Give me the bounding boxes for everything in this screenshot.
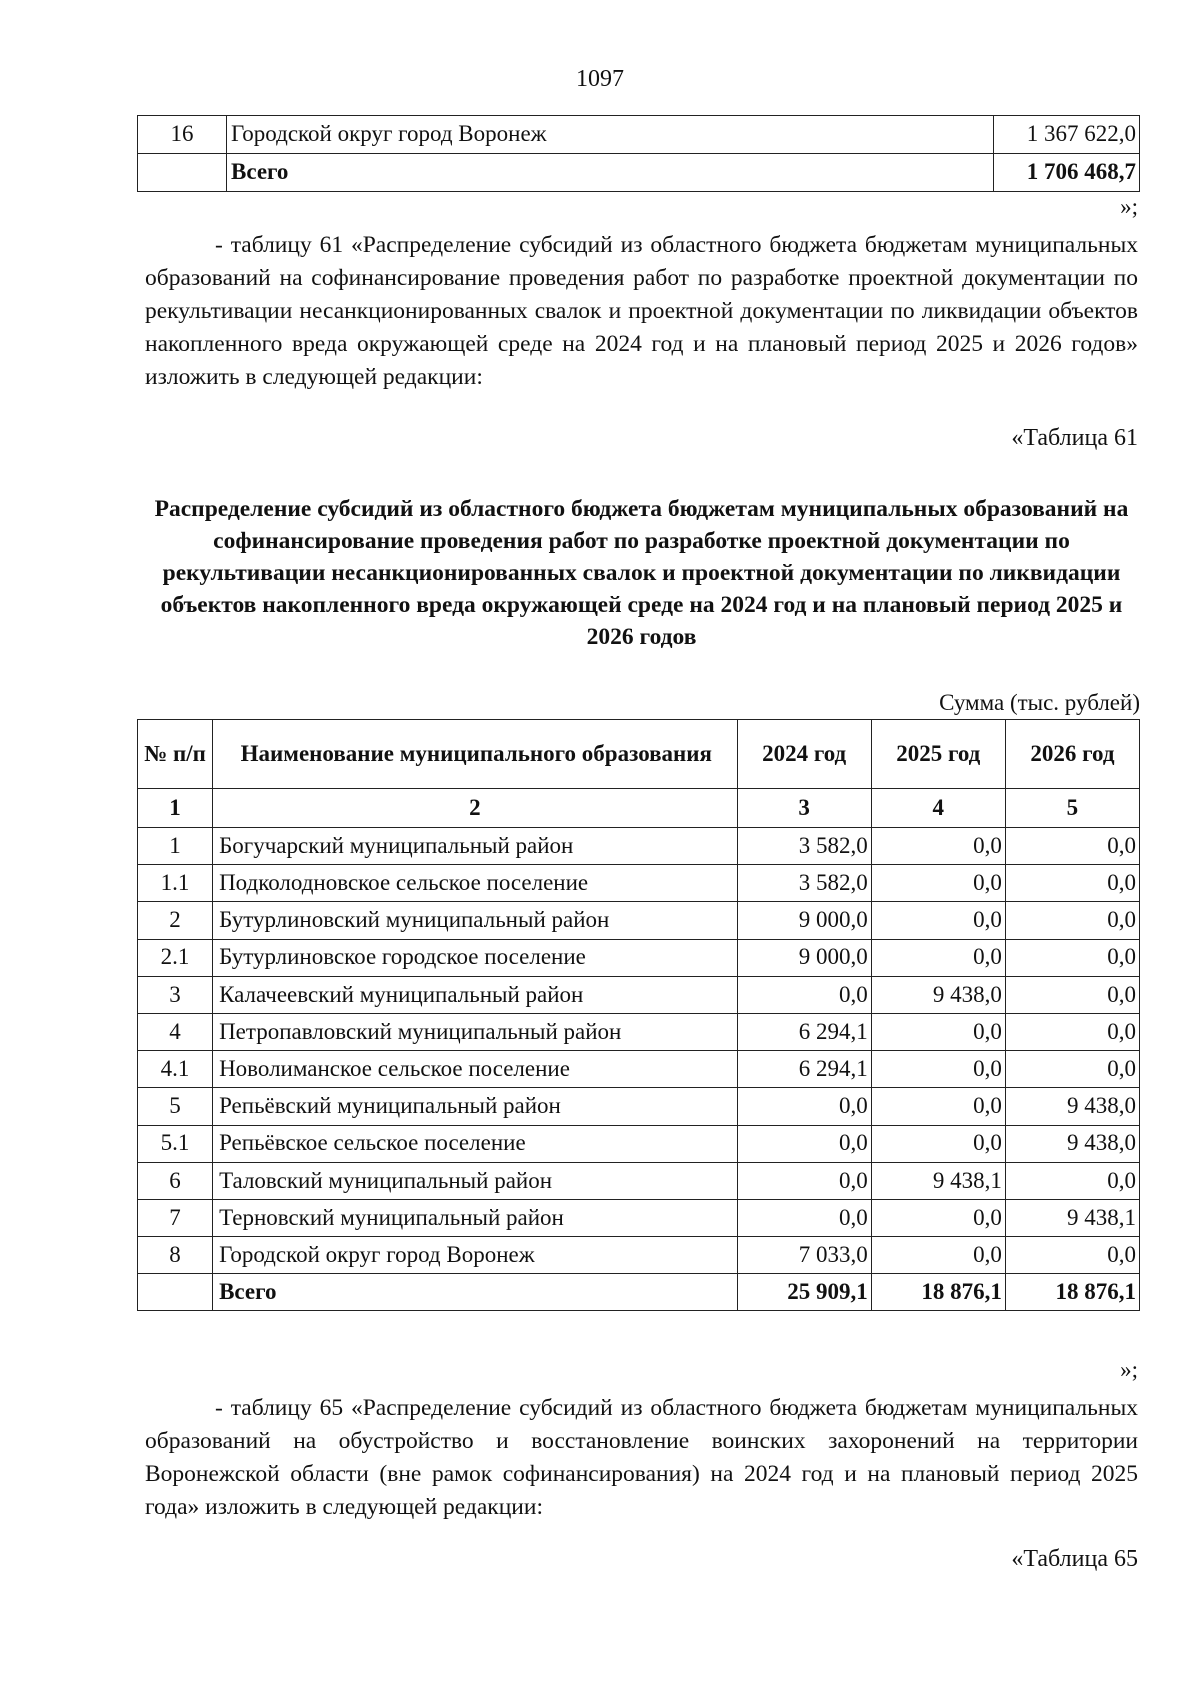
table-body (138, 828, 1140, 1274)
row-value-2025: 0,0 (871, 1237, 1005, 1274)
row-name: Терновский муниципальный район (213, 1199, 738, 1236)
table-row (138, 976, 1140, 1013)
row-value-2026: 0,0 (1005, 1162, 1139, 1199)
total-2026: 18 876,1 (1005, 1274, 1139, 1311)
row-name: Таловский муниципальный район (213, 1162, 738, 1199)
row-name: Городской округ город Воронеж (213, 1237, 738, 1274)
row-value-2025: 0,0 (871, 1088, 1005, 1125)
row-value-2024: 0,0 (737, 1199, 871, 1236)
row-number: 3 (138, 976, 213, 1013)
page-number: 1097 (576, 66, 624, 92)
table-row (138, 116, 1140, 154)
row-value-2024: 0,0 (737, 976, 871, 1013)
table-total-row (138, 1274, 1140, 1311)
table-row (138, 902, 1140, 939)
row-value-2024: 0,0 (737, 1162, 871, 1199)
row-name: Калачеевский муниципальный район (213, 976, 738, 1013)
header-number: № п/п (138, 720, 213, 789)
row-value-2024: 3 582,0 (737, 865, 871, 902)
closing-quote: »; (1120, 194, 1138, 219)
row-number: 1 (138, 828, 213, 865)
previous-table-tail (137, 115, 1140, 192)
header-2024: 2024 год (737, 720, 871, 789)
table-row (138, 1013, 1140, 1050)
row-number: 4 (138, 1013, 213, 1050)
total-2024: 25 909,1 (737, 1274, 871, 1311)
row-name: Городской округ город Воронеж (227, 116, 994, 154)
table-row (138, 1051, 1140, 1088)
row-number: 5 (138, 1088, 213, 1125)
row-number: 7 (138, 1199, 213, 1236)
table-row (138, 865, 1140, 902)
paragraph-table-61-instruction: - таблицу 61 «Распределение субсидий из областного бюджета бюджетам муниципальных образований на софинансирование проведения работ по разработке проектной документации по рекультивации несанкционированных свалок и проектной документации по ликвидации объектов накопленного вреда окружающей среде на 2024 год и на плановый период 2025 и 2026 годов» изложить в следующей редакции: (145, 232, 1138, 390)
row-value-2026: 0,0 (1005, 976, 1139, 1013)
row-number (138, 154, 227, 192)
row-number: 6 (138, 1162, 213, 1199)
table-header-row (138, 720, 1140, 789)
row-value-2026: 0,0 (1005, 939, 1139, 976)
row-name: Подколодновское сельское поселение (213, 865, 738, 902)
row-value-2026: 9 438,1 (1005, 1199, 1139, 1236)
row-value-2026: 9 438,0 (1005, 1125, 1139, 1162)
table-row (138, 1088, 1140, 1125)
table-row (138, 939, 1140, 976)
row-value-2026: 0,0 (1005, 1013, 1139, 1050)
header-2026: 2026 год (1005, 720, 1139, 789)
row-number: 2 (138, 902, 213, 939)
column-number: 4 (871, 789, 1005, 828)
row-name: Богучарский муниципальный район (213, 828, 738, 865)
closing-quote: »; (1120, 1357, 1138, 1382)
column-number: 3 (737, 789, 871, 828)
unit-note: Сумма (тыс. рублей) (939, 690, 1140, 715)
row-name: Репьёвское сельское поселение (213, 1125, 738, 1162)
row-number: 1.1 (138, 865, 213, 902)
row-sum: 1 367 622,0 (994, 116, 1140, 154)
row-value-2024: 9 000,0 (737, 902, 871, 939)
row-value-2026: 0,0 (1005, 902, 1139, 939)
row-value-2026: 0,0 (1005, 1051, 1139, 1088)
row-value-2025: 0,0 (871, 902, 1005, 939)
row-value-2024: 6 294,1 (737, 1051, 871, 1088)
header-2025: 2025 год (871, 720, 1005, 789)
total-label: Всего (213, 1274, 738, 1311)
row-value-2024: 3 582,0 (737, 828, 871, 865)
table-total-row (138, 154, 1140, 192)
row-name: Петропавловский муниципальный район (213, 1013, 738, 1050)
row-value-2024: 6 294,1 (737, 1013, 871, 1050)
table-row (138, 828, 1140, 865)
table-65-reference: «Таблица 65 (1011, 1546, 1138, 1572)
total-number (138, 1274, 213, 1311)
column-number-row (138, 789, 1140, 828)
row-value-2026: 0,0 (1005, 828, 1139, 865)
table-row (138, 1199, 1140, 1236)
row-value-2025: 0,0 (871, 865, 1005, 902)
row-name: Бутурлиновский муниципальный район (213, 902, 738, 939)
table-61-title: Распределение субсидий из областного бюджета бюджетам муниципальных образований на софинансирование проведения работ по разработке проектной документации по рекультивации несанкционированных свалок и проектной документации по ликвидации объектов накопленного вреда окружающей среде на 2024 год и на плановый период 2025 и 2026 годов (154, 496, 1129, 650)
column-number: 1 (138, 789, 213, 828)
row-name: Всего (227, 154, 994, 192)
row-value-2024: 7 033,0 (737, 1237, 871, 1274)
row-sum: 1 706 468,7 (994, 154, 1140, 192)
row-name: Новолиманское сельское поселение (213, 1051, 738, 1088)
row-number: 16 (138, 116, 227, 154)
row-name: Бутурлиновское городское поселение (213, 939, 738, 976)
table-row (138, 1237, 1140, 1274)
total-2025: 18 876,1 (871, 1274, 1005, 1311)
header-name: Наименование муниципального образования (213, 720, 738, 789)
row-value-2026: 0,0 (1005, 1237, 1139, 1274)
row-number: 4.1 (138, 1051, 213, 1088)
row-number: 2.1 (138, 939, 213, 976)
row-value-2026: 0,0 (1005, 865, 1139, 902)
row-number: 5.1 (138, 1125, 213, 1162)
table-row (138, 1125, 1140, 1162)
row-number: 8 (138, 1237, 213, 1274)
row-value-2025: 0,0 (871, 828, 1005, 865)
row-value-2024: 0,0 (737, 1125, 871, 1162)
row-value-2024: 0,0 (737, 1088, 871, 1125)
table-61 (137, 719, 1140, 1311)
row-value-2025: 9 438,1 (871, 1162, 1005, 1199)
row-value-2025: 0,0 (871, 939, 1005, 976)
table-row (138, 1162, 1140, 1199)
column-number: 2 (213, 789, 738, 828)
row-value-2025: 0,0 (871, 1199, 1005, 1236)
row-value-2025: 0,0 (871, 1125, 1005, 1162)
row-value-2025: 0,0 (871, 1051, 1005, 1088)
table-61-reference: «Таблица 61 (1011, 425, 1138, 451)
row-name: Репьёвский муниципальный район (213, 1088, 738, 1125)
row-value-2026: 9 438,0 (1005, 1088, 1139, 1125)
row-value-2024: 9 000,0 (737, 939, 871, 976)
column-number: 5 (1005, 789, 1139, 828)
row-value-2025: 9 438,0 (871, 976, 1005, 1013)
paragraph-table-65-instruction: - таблицу 65 «Распределение субсидий из областного бюджета бюджетам муниципальных образований на обустройство и восстановление воинских захоронений на территории Воронежской области (вне рамок софинансирования) на 2024 год и на плановый период 2025 года» изложить в следующей редакции: (145, 1395, 1138, 1520)
row-value-2025: 0,0 (871, 1013, 1005, 1050)
